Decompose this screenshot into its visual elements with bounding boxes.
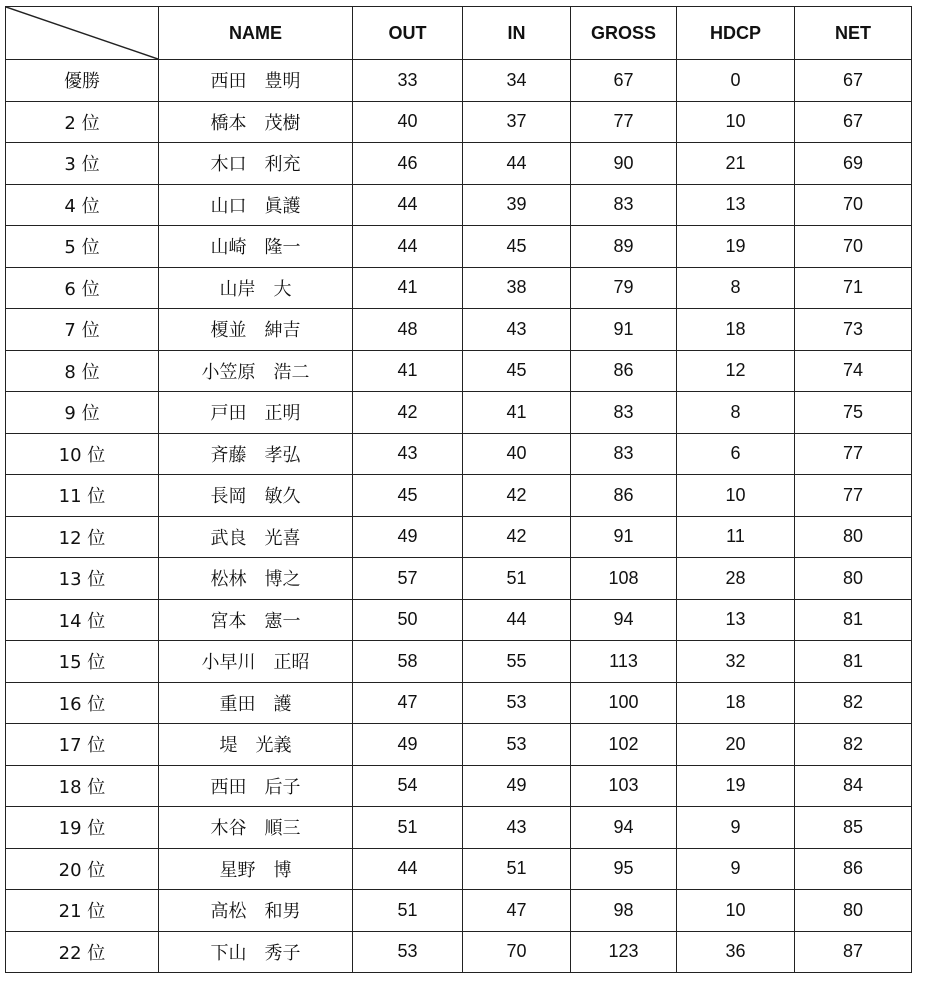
rank-cell: 4 位 bbox=[6, 184, 159, 226]
gross-score-cell: 83 bbox=[571, 433, 677, 475]
table-row bbox=[6, 516, 912, 558]
table-row bbox=[6, 558, 912, 600]
player-name-cell: 斉藤 孝弘 bbox=[159, 433, 353, 475]
handicap-cell: 28 bbox=[677, 558, 795, 600]
in-score-cell: 42 bbox=[463, 516, 571, 558]
net-score-cell: 84 bbox=[795, 765, 912, 807]
net-score-cell: 71 bbox=[795, 267, 912, 309]
handicap-cell: 10 bbox=[677, 475, 795, 517]
net-score-cell: 81 bbox=[795, 641, 912, 683]
gross-score-cell: 102 bbox=[571, 724, 677, 766]
player-name-cell: 西田 后子 bbox=[159, 765, 353, 807]
diagonal-corner-cell bbox=[6, 7, 159, 60]
rank-cell: 9 位 bbox=[6, 392, 159, 434]
rank-cell: 11 位 bbox=[6, 475, 159, 517]
column-header-hdcp: HDCP bbox=[677, 7, 795, 60]
net-score-cell: 81 bbox=[795, 599, 912, 641]
player-name-cell: 小笠原 浩二 bbox=[159, 350, 353, 392]
rank-cell: 14 位 bbox=[6, 599, 159, 641]
gross-score-cell: 94 bbox=[571, 599, 677, 641]
player-name-cell: 武良 光喜 bbox=[159, 516, 353, 558]
net-score-cell: 80 bbox=[795, 558, 912, 600]
rank-cell: 13 位 bbox=[6, 558, 159, 600]
player-name-cell: 山口 眞護 bbox=[159, 184, 353, 226]
handicap-cell: 10 bbox=[677, 890, 795, 932]
table-row bbox=[6, 267, 912, 309]
out-score-cell: 57 bbox=[353, 558, 463, 600]
rank-cell: 20 位 bbox=[6, 848, 159, 890]
in-score-cell: 40 bbox=[463, 433, 571, 475]
handicap-cell: 32 bbox=[677, 641, 795, 683]
gross-score-cell: 90 bbox=[571, 143, 677, 185]
handicap-cell: 18 bbox=[677, 682, 795, 724]
out-score-cell: 44 bbox=[353, 184, 463, 226]
gross-score-cell: 91 bbox=[571, 516, 677, 558]
table-row bbox=[6, 392, 912, 434]
handicap-cell: 6 bbox=[677, 433, 795, 475]
player-name-cell: 宮本 憲一 bbox=[159, 599, 353, 641]
player-name-cell: 高松 和男 bbox=[159, 890, 353, 932]
column-header-net: NET bbox=[795, 7, 912, 60]
table-row bbox=[6, 641, 912, 683]
table-row bbox=[6, 475, 912, 517]
out-score-cell: 46 bbox=[353, 143, 463, 185]
rank-cell: 22 位 bbox=[6, 931, 159, 973]
gross-score-cell: 86 bbox=[571, 350, 677, 392]
rank-cell: 16 位 bbox=[6, 682, 159, 724]
out-score-cell: 42 bbox=[353, 392, 463, 434]
table-row bbox=[6, 807, 912, 849]
net-score-cell: 77 bbox=[795, 433, 912, 475]
gross-score-cell: 77 bbox=[571, 101, 677, 143]
out-score-cell: 47 bbox=[353, 682, 463, 724]
gross-score-cell: 89 bbox=[571, 226, 677, 268]
rank-cell: 21 位 bbox=[6, 890, 159, 932]
in-score-cell: 47 bbox=[463, 890, 571, 932]
handicap-cell: 11 bbox=[677, 516, 795, 558]
gross-score-cell: 98 bbox=[571, 890, 677, 932]
in-score-cell: 51 bbox=[463, 848, 571, 890]
player-name-cell: 山岸 大 bbox=[159, 267, 353, 309]
results-table bbox=[5, 6, 912, 973]
player-name-cell: 松林 博之 bbox=[159, 558, 353, 600]
handicap-cell: 19 bbox=[677, 226, 795, 268]
player-name-cell: 橋本 茂樹 bbox=[159, 101, 353, 143]
handicap-cell: 9 bbox=[677, 848, 795, 890]
in-score-cell: 43 bbox=[463, 309, 571, 351]
rank-cell: 3 位 bbox=[6, 143, 159, 185]
handicap-cell: 19 bbox=[677, 765, 795, 807]
player-name-cell: 木口 利充 bbox=[159, 143, 353, 185]
table-row bbox=[6, 682, 912, 724]
handicap-cell: 8 bbox=[677, 392, 795, 434]
out-score-cell: 45 bbox=[353, 475, 463, 517]
table-row bbox=[6, 931, 912, 973]
in-score-cell: 41 bbox=[463, 392, 571, 434]
column-header-in: IN bbox=[463, 7, 571, 60]
column-header-gross: GROSS bbox=[571, 7, 677, 60]
in-score-cell: 44 bbox=[463, 599, 571, 641]
diagonal-line bbox=[6, 7, 158, 59]
out-score-cell: 43 bbox=[353, 433, 463, 475]
gross-score-cell: 108 bbox=[571, 558, 677, 600]
in-score-cell: 38 bbox=[463, 267, 571, 309]
player-name-cell: 木谷 順三 bbox=[159, 807, 353, 849]
out-score-cell: 58 bbox=[353, 641, 463, 683]
out-score-cell: 51 bbox=[353, 807, 463, 849]
table-row bbox=[6, 765, 912, 807]
gross-score-cell: 94 bbox=[571, 807, 677, 849]
table-row bbox=[6, 309, 912, 351]
handicap-cell: 13 bbox=[677, 599, 795, 641]
in-score-cell: 45 bbox=[463, 226, 571, 268]
rank-cell: 6 位 bbox=[6, 267, 159, 309]
handicap-cell: 21 bbox=[677, 143, 795, 185]
table-row bbox=[6, 890, 912, 932]
net-score-cell: 74 bbox=[795, 350, 912, 392]
player-name-cell: 下山 秀子 bbox=[159, 931, 353, 973]
in-score-cell: 43 bbox=[463, 807, 571, 849]
player-name-cell: 榎並 紳吉 bbox=[159, 309, 353, 351]
handicap-cell: 20 bbox=[677, 724, 795, 766]
net-score-cell: 87 bbox=[795, 931, 912, 973]
out-score-cell: 41 bbox=[353, 267, 463, 309]
out-score-cell: 51 bbox=[353, 890, 463, 932]
out-score-cell: 50 bbox=[353, 599, 463, 641]
table-row bbox=[6, 848, 912, 890]
table-row bbox=[6, 433, 912, 475]
gross-score-cell: 67 bbox=[571, 60, 677, 102]
net-score-cell: 73 bbox=[795, 309, 912, 351]
net-score-cell: 67 bbox=[795, 60, 912, 102]
gross-score-cell: 103 bbox=[571, 765, 677, 807]
table-row bbox=[6, 724, 912, 766]
in-score-cell: 53 bbox=[463, 724, 571, 766]
player-name-cell: 戸田 正明 bbox=[159, 392, 353, 434]
rank-cell: 18 位 bbox=[6, 765, 159, 807]
player-name-cell: 山崎 隆一 bbox=[159, 226, 353, 268]
out-score-cell: 41 bbox=[353, 350, 463, 392]
out-score-cell: 53 bbox=[353, 931, 463, 973]
net-score-cell: 77 bbox=[795, 475, 912, 517]
gross-score-cell: 83 bbox=[571, 184, 677, 226]
table-row bbox=[6, 60, 912, 102]
player-name-cell: 堤 光義 bbox=[159, 724, 353, 766]
rank-cell: 8 位 bbox=[6, 350, 159, 392]
header-row bbox=[6, 7, 912, 60]
column-header-out: OUT bbox=[353, 7, 463, 60]
handicap-cell: 12 bbox=[677, 350, 795, 392]
rank-cell: 19 位 bbox=[6, 807, 159, 849]
table-row bbox=[6, 143, 912, 185]
out-score-cell: 33 bbox=[353, 60, 463, 102]
out-score-cell: 49 bbox=[353, 516, 463, 558]
net-score-cell: 70 bbox=[795, 226, 912, 268]
handicap-cell: 9 bbox=[677, 807, 795, 849]
net-score-cell: 82 bbox=[795, 724, 912, 766]
net-score-cell: 69 bbox=[795, 143, 912, 185]
results-sheet bbox=[5, 6, 912, 973]
player-name-cell: 小早川 正昭 bbox=[159, 641, 353, 683]
out-score-cell: 49 bbox=[353, 724, 463, 766]
in-score-cell: 45 bbox=[463, 350, 571, 392]
in-score-cell: 42 bbox=[463, 475, 571, 517]
gross-score-cell: 113 bbox=[571, 641, 677, 683]
rank-cell: 15 位 bbox=[6, 641, 159, 683]
net-score-cell: 85 bbox=[795, 807, 912, 849]
out-score-cell: 40 bbox=[353, 101, 463, 143]
gross-score-cell: 123 bbox=[571, 931, 677, 973]
net-score-cell: 70 bbox=[795, 184, 912, 226]
out-score-cell: 44 bbox=[353, 226, 463, 268]
table-row bbox=[6, 226, 912, 268]
rank-cell: 優勝 bbox=[6, 60, 159, 102]
in-score-cell: 34 bbox=[463, 60, 571, 102]
player-name-cell: 星野 博 bbox=[159, 848, 353, 890]
gross-score-cell: 100 bbox=[571, 682, 677, 724]
table-row bbox=[6, 101, 912, 143]
rank-cell: 17 位 bbox=[6, 724, 159, 766]
handicap-cell: 8 bbox=[677, 267, 795, 309]
net-score-cell: 80 bbox=[795, 890, 912, 932]
gross-score-cell: 83 bbox=[571, 392, 677, 434]
gross-score-cell: 95 bbox=[571, 848, 677, 890]
net-score-cell: 86 bbox=[795, 848, 912, 890]
handicap-cell: 18 bbox=[677, 309, 795, 351]
gross-score-cell: 79 bbox=[571, 267, 677, 309]
net-score-cell: 75 bbox=[795, 392, 912, 434]
out-score-cell: 54 bbox=[353, 765, 463, 807]
out-score-cell: 44 bbox=[353, 848, 463, 890]
gross-score-cell: 86 bbox=[571, 475, 677, 517]
handicap-cell: 0 bbox=[677, 60, 795, 102]
player-name-cell: 長岡 敏久 bbox=[159, 475, 353, 517]
in-score-cell: 49 bbox=[463, 765, 571, 807]
rank-cell: 7 位 bbox=[6, 309, 159, 351]
results-body bbox=[6, 60, 912, 973]
in-score-cell: 44 bbox=[463, 143, 571, 185]
net-score-cell: 80 bbox=[795, 516, 912, 558]
net-score-cell: 82 bbox=[795, 682, 912, 724]
player-name-cell: 西田 豊明 bbox=[159, 60, 353, 102]
column-header-name: NAME bbox=[159, 7, 353, 60]
handicap-cell: 13 bbox=[677, 184, 795, 226]
in-score-cell: 37 bbox=[463, 101, 571, 143]
handicap-cell: 10 bbox=[677, 101, 795, 143]
table-row bbox=[6, 350, 912, 392]
rank-cell: 2 位 bbox=[6, 101, 159, 143]
gross-score-cell: 91 bbox=[571, 309, 677, 351]
in-score-cell: 53 bbox=[463, 682, 571, 724]
handicap-cell: 36 bbox=[677, 931, 795, 973]
rank-cell: 5 位 bbox=[6, 226, 159, 268]
in-score-cell: 39 bbox=[463, 184, 571, 226]
out-score-cell: 48 bbox=[353, 309, 463, 351]
in-score-cell: 55 bbox=[463, 641, 571, 683]
in-score-cell: 70 bbox=[463, 931, 571, 973]
net-score-cell: 67 bbox=[795, 101, 912, 143]
player-name-cell: 重田 護 bbox=[159, 682, 353, 724]
table-row bbox=[6, 184, 912, 226]
in-score-cell: 51 bbox=[463, 558, 571, 600]
rank-cell: 12 位 bbox=[6, 516, 159, 558]
rank-cell: 10 位 bbox=[6, 433, 159, 475]
table-row bbox=[6, 599, 912, 641]
